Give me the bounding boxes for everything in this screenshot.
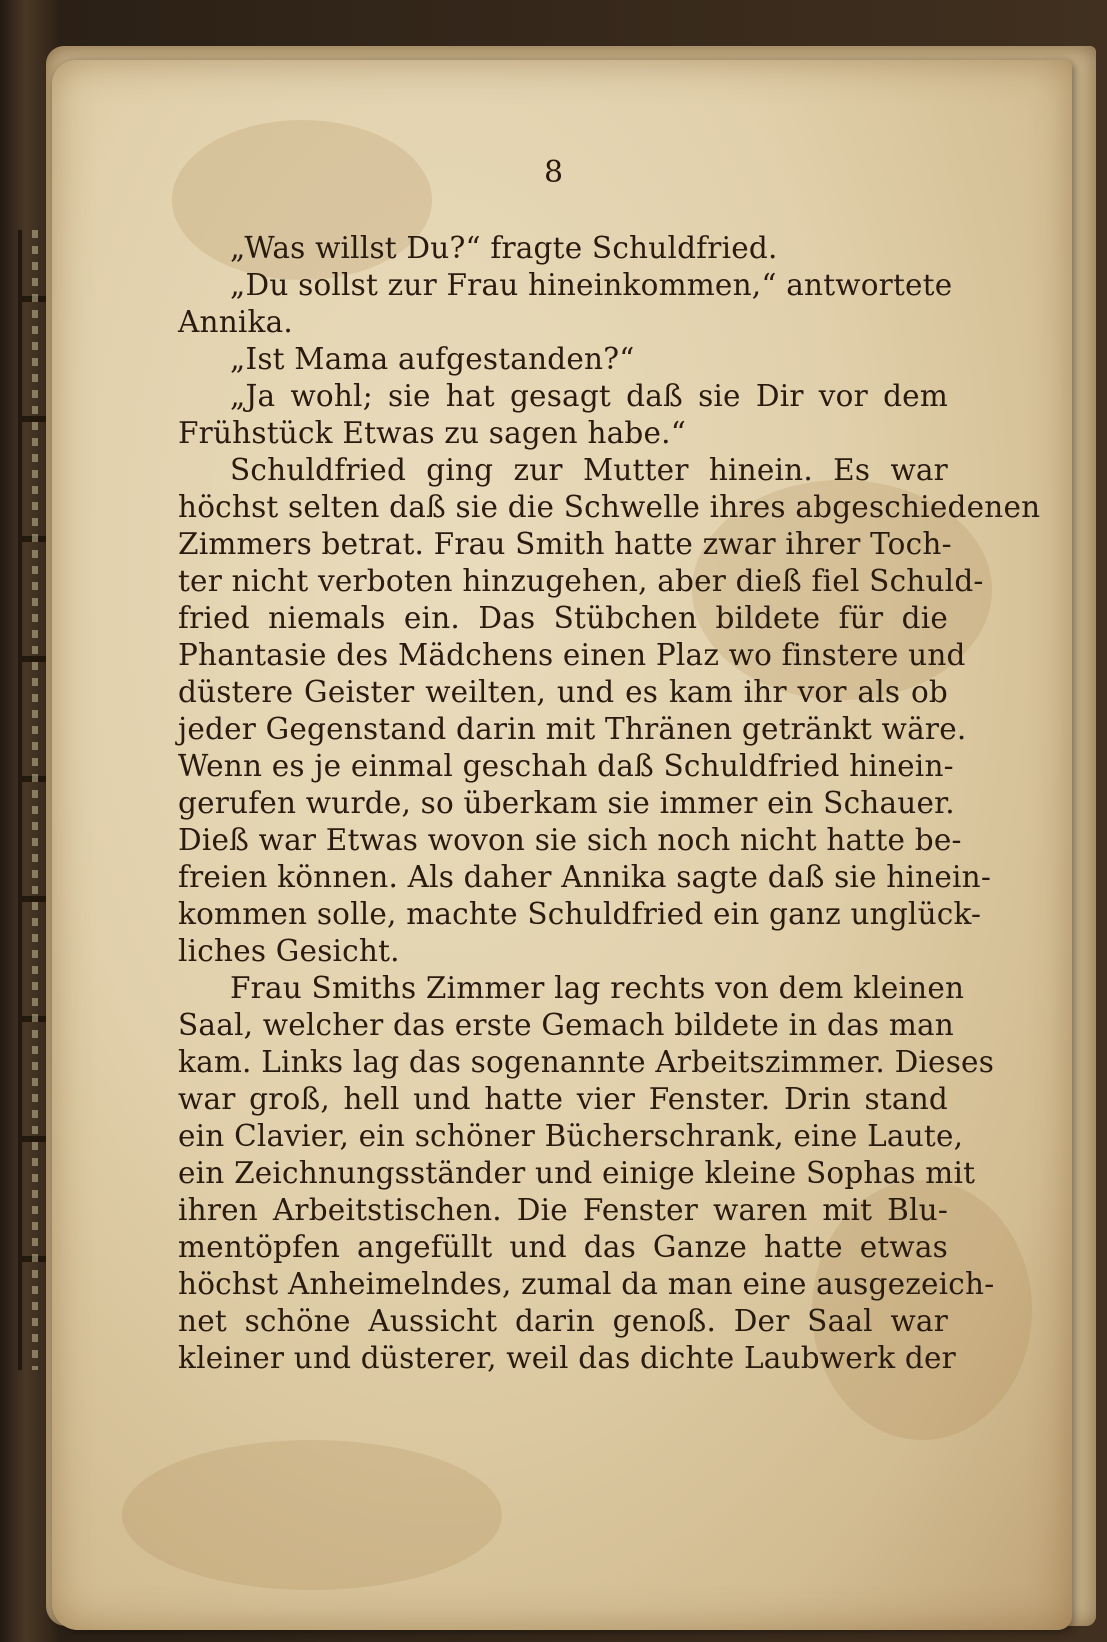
paper-stain [122, 1440, 502, 1590]
text-line: Annika. [178, 305, 293, 339]
text-line: ihren Arbeitstischen. Die Fenster waren mit Blu- [178, 1193, 948, 1227]
text-line: jeder Gegenstand darin mit Thränen getränkt wäre. [178, 712, 967, 746]
text-line: kleiner und düsterer, weil das dichte Laubwerk der [178, 1341, 956, 1375]
text-line: liches Gesicht. [178, 934, 400, 968]
text-line: net schöne Aussicht darin genoß. Der Saal war [178, 1304, 948, 1338]
text-line: war groß, hell und hatte vier Fenster. Drin stand [178, 1082, 948, 1116]
text-line: düstere Geister weilten, und es kam ihr vor als ob [178, 675, 948, 709]
text-line: Phantasie des Mädchens einen Plaz wo finstere und [178, 638, 966, 672]
text-line: Dieß war Etwas wovon sie sich noch nicht hatte be- [178, 823, 962, 857]
text-line: Frau Smiths Zimmer lag rechts von dem kleinen [230, 971, 965, 1005]
text-line: Zimmers betrat. Frau Smith hatte zwar ihrer Toch- [178, 527, 952, 561]
body-text [178, 230, 1041, 1377]
text-line: höchst Anheimelndes, zumal da man eine ausgezeich- [178, 1267, 995, 1301]
text-line: „Was willst Du?“ fragte Schuldfried. [230, 231, 778, 265]
text-line: „Du sollst zur Frau hineinkommen,“ antwortete [230, 268, 953, 302]
text-line: „Ist Mama aufgestanden?“ [230, 342, 635, 376]
text-line: „Ja wohl; sie hat gesagt daß sie Dir vor dem [230, 379, 948, 413]
page-number: 8 [543, 155, 564, 190]
text-line: kam. Links lag das sogenannte Arbeitszimmer. Dieses [178, 1045, 995, 1079]
text-line: Wenn es je einmal geschah daß Schuldfried hinein- [178, 749, 954, 783]
text-line: kommen solle, machte Schuldfried ein ganz unglück- [178, 897, 982, 931]
text-line: freien können. Als daher Annika sagte daß sie hinein- [178, 860, 991, 894]
text-line: gerufen wurde, so überkam sie immer ein Schauer. [178, 786, 955, 820]
text-line: ein Zeichnungsständer und einige kleine Sophas mit [178, 1156, 976, 1190]
text-line: höchst selten daß sie die Schwelle ihres abgeschiedenen [178, 490, 1041, 524]
text-line: Frühstück Etwas zu sagen habe.“ [178, 416, 687, 450]
text-line: ter nicht verboten hinzugehen, aber dieß fiel Schuld- [178, 564, 984, 598]
text-line: mentöpfen angefüllt und das Ganze hatte etwas [178, 1230, 948, 1264]
text-line: Saal, welcher das erste Gemach bildete in das man [178, 1008, 954, 1042]
text-line: fried niemals ein. Das Stübchen bildete für die [178, 601, 948, 635]
text-line: ein Clavier, ein schöner Bücherschrank, eine Laute, [178, 1119, 964, 1153]
text-line: Schuldfried ging zur Mutter hinein. Es war [230, 453, 948, 487]
